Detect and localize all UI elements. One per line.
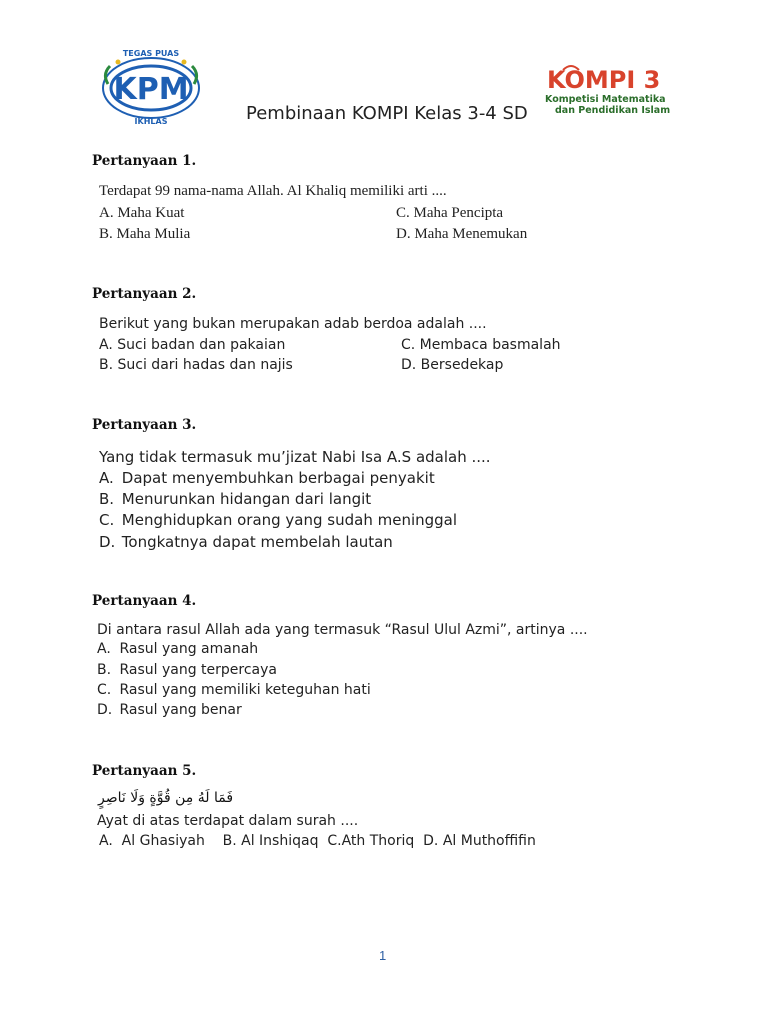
- question-2-text: Berikut yang bukan merupakan adab berdoa adalah ....: [99, 316, 487, 332]
- question-5-options: A. Al Ghasiyah B. Al Inshiqaq C.Ath Thoriq D. Al Muthoffifin: [99, 833, 536, 849]
- option-letter: A.: [97, 641, 111, 657]
- question-3-option-a: [99, 469, 435, 487]
- question-4-option-a: [97, 641, 258, 657]
- option-letter: D.: [97, 702, 113, 718]
- question-4-option-c: [97, 682, 371, 698]
- kpm-logo-text: KPM: [113, 72, 189, 107]
- question-2-option-d: D. Bersedekap: [401, 357, 504, 373]
- arabic-verse: فَمَا لَهُ مِن قُوَّةٍ وَلَا نَاصِرٍ: [98, 790, 234, 806]
- kompi-logo-line1: Kompetisi Matematika: [545, 94, 666, 105]
- question-1-text: Terdapat 99 nama-nama Allah. Al Khaliq memiliki arti ....: [99, 183, 447, 199]
- question-2-option-c: C. Membaca basmalah: [401, 337, 561, 353]
- question-2-option-a: A. Suci badan dan pakaian: [99, 337, 286, 353]
- kpm-logo-arc-bottom: IKHLAS: [134, 117, 168, 126]
- question-1-option-b: B. Maha Mulia: [99, 226, 191, 242]
- kpm-logo-arc-top: TEGAS PUAS: [122, 49, 180, 58]
- question-5-text: Ayat di atas terdapat dalam surah ....: [97, 813, 359, 829]
- question-1-option-d: D. Maha Menemukan: [396, 226, 528, 242]
- option-letter: C.: [97, 682, 112, 698]
- option-letter: A.: [99, 469, 114, 487]
- option-letter: C.: [99, 511, 115, 529]
- question-4-heading: Pertanyaan 4.: [92, 593, 197, 609]
- option-label: Tongkatnya dapat membelah lautan: [121, 533, 393, 551]
- kompi-logo-line2: dan Pendidikan Islam: [555, 105, 671, 116]
- question-3-text: Yang tidak termasuk mu’jizat Nabi Isa A.S adalah ....: [99, 448, 491, 466]
- question-3-heading: Pertanyaan 3.: [92, 417, 197, 433]
- option-label: Rasul yang terpercaya: [119, 662, 277, 678]
- question-4-option-b: [97, 662, 277, 678]
- page-title: Pembinaan KOMPI Kelas 3-4 SD: [246, 103, 528, 124]
- kpm-logo: [96, 44, 206, 126]
- question-3-option-d: [99, 533, 393, 551]
- option-label: Rasul yang memiliki keteguhan hati: [119, 682, 371, 698]
- option-label: Dapat menyembuhkan berbagai penyakit: [121, 469, 435, 487]
- option-letter: D.: [99, 533, 116, 551]
- question-1-heading: Pertanyaan 1.: [92, 153, 197, 169]
- option-label: Menghidupkan orang yang sudah meninggal: [121, 511, 458, 529]
- option-letter: B.: [99, 490, 115, 508]
- question-3-option-c: [99, 511, 457, 529]
- question-4-text: Di antara rasul Allah ada yang termasuk “Rasul Ulul Azmi”, artinya ....: [97, 622, 588, 638]
- question-3-option-b: [99, 490, 371, 508]
- question-2-option-b: B. Suci dari hadas dan najis: [99, 357, 293, 373]
- option-letter: B.: [97, 662, 112, 678]
- question-1-option-c: C. Maha Pencipta: [396, 205, 504, 221]
- option-label: Rasul yang benar: [119, 702, 242, 718]
- option-label: Rasul yang amanah: [119, 641, 259, 657]
- kompi-logo-text: KOMPI 3: [547, 66, 661, 94]
- option-label: Menurunkan hidangan dari langit: [121, 490, 372, 508]
- page-number: 1: [379, 948, 387, 963]
- question-4-option-d: [97, 702, 242, 718]
- question-2-heading: Pertanyaan 2.: [92, 286, 197, 302]
- kompi-logo: [543, 64, 673, 116]
- question-1-option-a: A. Maha Kuat: [99, 205, 185, 221]
- question-5-heading: Pertanyaan 5.: [92, 763, 197, 779]
